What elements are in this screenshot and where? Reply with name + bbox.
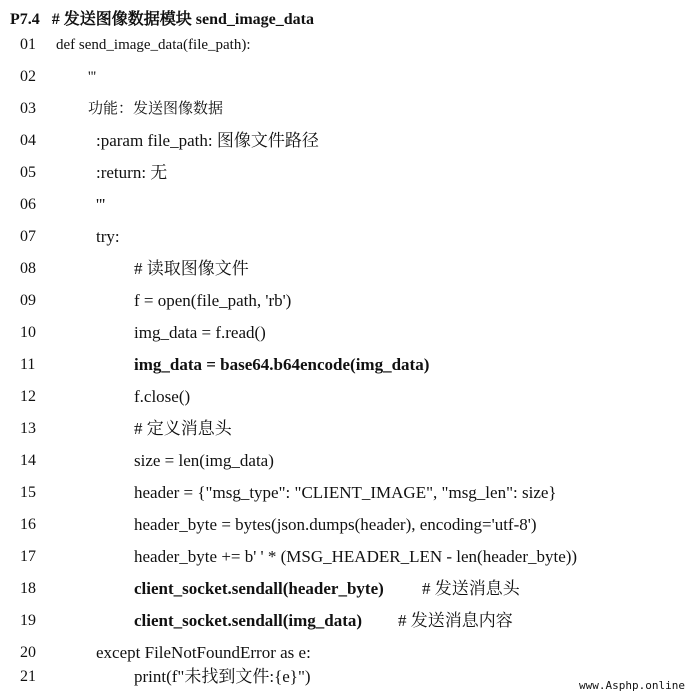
line-number: 17	[20, 548, 36, 565]
code-text: :return: 无	[96, 163, 168, 182]
listing-heading: # 发送图像数据模块 send_image_data	[51, 11, 315, 28]
code-text: '''	[88, 69, 97, 85]
code-text: header_byte += b' ' * (MSG_HEADER_LEN - len(header_byte))	[134, 547, 578, 566]
code-line	[0, 65, 689, 89]
line-number: 06	[20, 196, 36, 213]
line-number: 02	[20, 68, 36, 85]
code-line	[0, 225, 689, 249]
line-number: 10	[20, 324, 36, 341]
code-text: :param file_path: 图像文件路径	[96, 131, 319, 150]
code-line	[0, 513, 689, 537]
code-text: header_byte = bytes(json.dumps(header), encoding='utf-8')	[134, 515, 537, 534]
code-line	[0, 321, 689, 345]
code-text: f.close()	[134, 387, 191, 406]
code-text: img_data = f.read()	[134, 323, 266, 342]
code-line	[0, 449, 689, 473]
code-line	[0, 641, 689, 665]
line-number: 21	[20, 668, 36, 685]
code-text: f = open(file_path, 'rb')	[134, 291, 292, 310]
code-line	[0, 481, 689, 505]
listing-label: P7.4	[10, 11, 40, 28]
code-text: header = {"msg_type": "CLIENT_IMAGE", "msg_len": size}	[134, 483, 557, 502]
code-line	[0, 545, 689, 569]
line-number: 18	[20, 580, 36, 597]
code-line	[0, 609, 689, 633]
watermark: www.Asphp.online	[579, 679, 685, 692]
code-line	[0, 129, 689, 153]
line-number: 13	[20, 420, 36, 437]
code-text: 功能：发送图像数据	[88, 101, 224, 117]
code-comment: # 发送消息内容	[398, 611, 513, 630]
code-text: img_data = base64.b64encode(img_data)	[134, 355, 430, 374]
line-number: 03	[20, 100, 36, 117]
code-line	[0, 97, 689, 121]
line-number: 09	[20, 292, 36, 309]
code-text: client_socket.sendall(img_data)	[134, 611, 363, 630]
code-text: except FileNotFoundError as e:	[96, 643, 311, 662]
line-number: 11	[20, 356, 36, 373]
code-text: # 定义消息头	[134, 419, 232, 438]
code-text: print(f"未找到文件:{e}")	[134, 667, 311, 686]
code-text: def send_image_data(file_path):	[56, 37, 251, 53]
code-line	[0, 33, 689, 57]
line-number: 16	[20, 516, 36, 533]
line-number: 07	[20, 228, 36, 245]
code-text: '''	[96, 195, 106, 214]
code-line	[0, 257, 689, 281]
code-text: client_socket.sendall(header_byte)	[134, 579, 384, 598]
code-line	[0, 161, 689, 185]
line-number: 12	[20, 388, 36, 405]
line-number: 15	[20, 484, 36, 501]
line-number: 01	[20, 36, 36, 53]
code-text: try:	[96, 227, 120, 246]
code-line	[0, 289, 689, 313]
line-number: 05	[20, 164, 36, 181]
code-line	[0, 385, 689, 409]
listing-title	[10, 6, 314, 29]
line-number: 20	[20, 644, 36, 661]
line-number: 08	[20, 260, 36, 277]
code-comment: # 发送消息头	[422, 579, 520, 598]
line-number: 14	[20, 452, 36, 469]
code-line	[0, 577, 689, 601]
line-number: 19	[20, 612, 36, 629]
code-text: size = len(img_data)	[134, 451, 274, 470]
line-number: 04	[20, 132, 36, 149]
code-text: # 读取图像文件	[134, 259, 249, 278]
code-line	[0, 193, 689, 217]
code-line	[0, 417, 689, 441]
code-line	[0, 353, 689, 377]
